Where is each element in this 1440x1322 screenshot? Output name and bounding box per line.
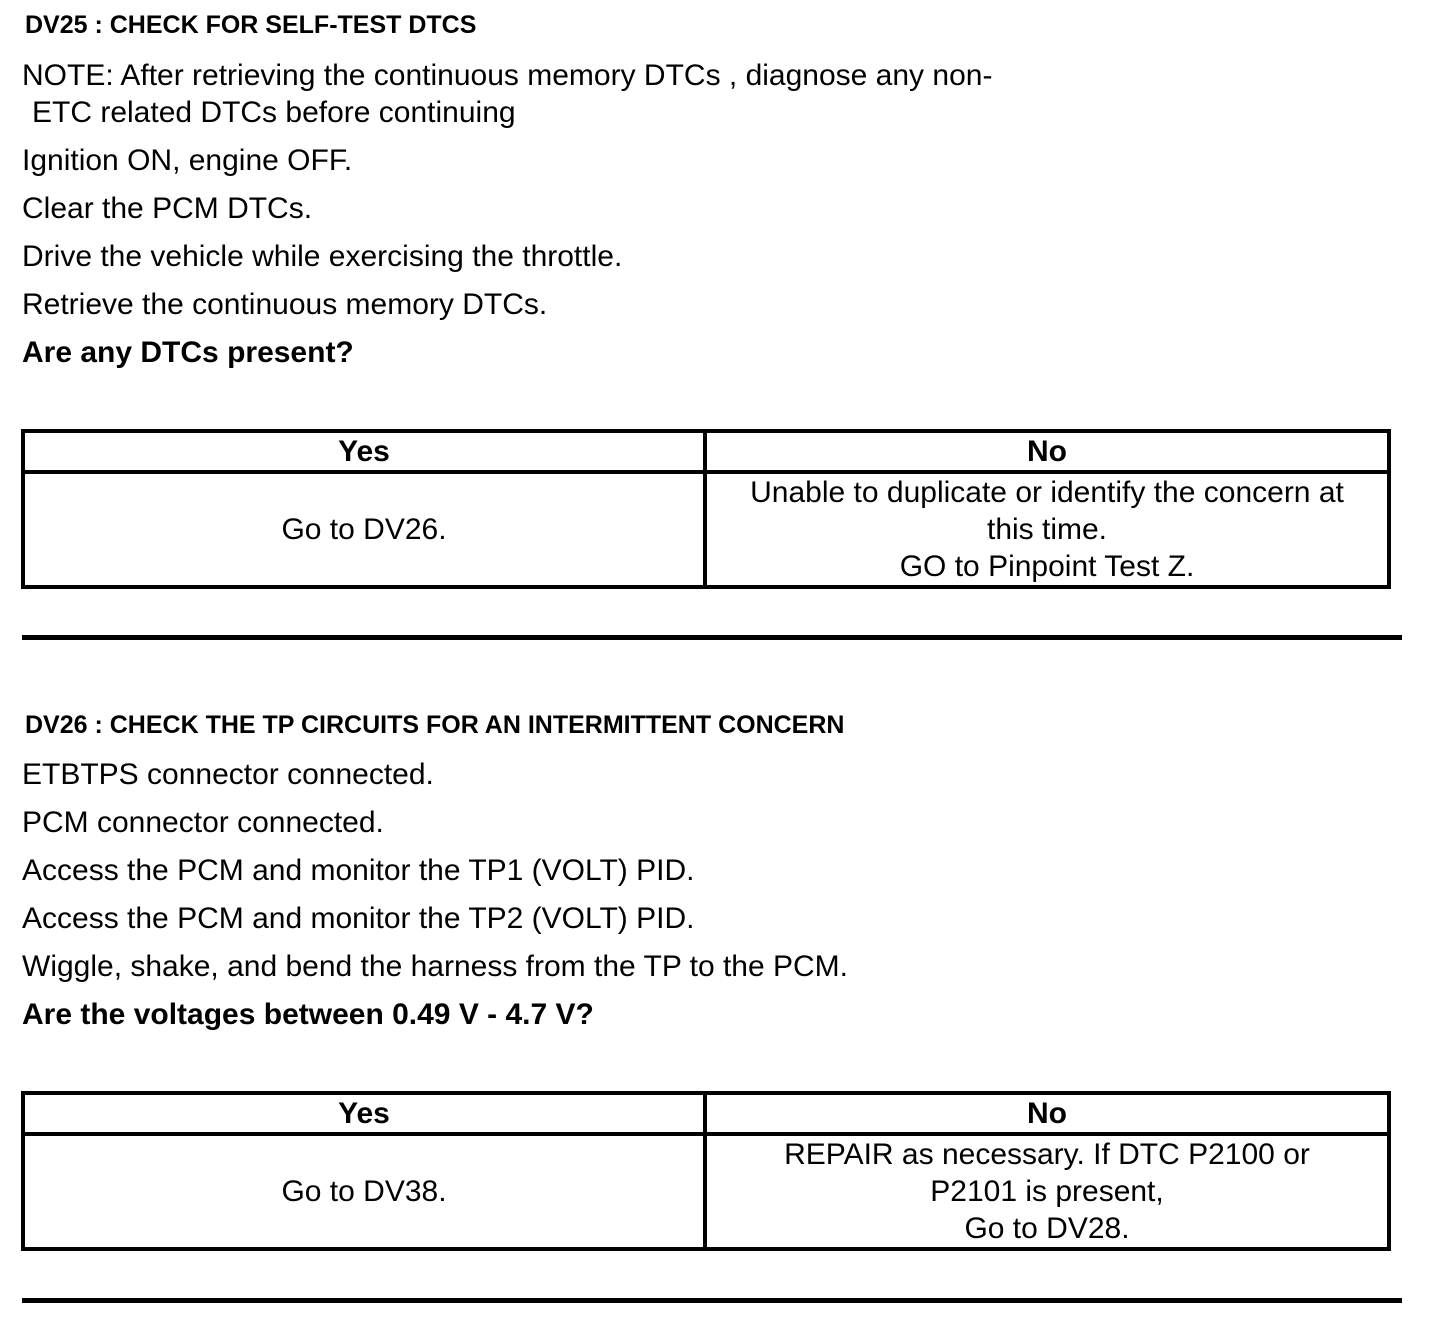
dv26-step-3: Access the PCM and monitor the TP1 (VOLT) PID. — [22, 854, 695, 887]
dv26-step-4: Access the PCM and monitor the TP2 (VOLT) PID. — [22, 902, 695, 935]
dv25-step-3: Drive the vehicle while exercising the throttle. — [22, 240, 623, 273]
dv25-note-line-2: ETC related DTCs before continuing — [32, 96, 516, 129]
dv25-no-line-2: this time. — [986, 513, 1108, 546]
dv25-yes-header: Yes — [23, 431, 705, 472]
dv25-question: Are any DTCs present? — [22, 336, 354, 369]
dv26-no-cell — [705, 1134, 1389, 1249]
dv25-yes-cell: Go to DV26. — [23, 472, 705, 587]
dv25-step-2: Clear the PCM DTCs. — [22, 192, 313, 225]
dv26-table-header-row — [23, 1093, 1389, 1134]
dv26-result-table — [21, 1091, 1391, 1251]
dv26-step-2: PCM connector connected. — [22, 806, 384, 839]
section-divider-1 — [22, 635, 1402, 640]
section-divider-2 — [22, 1298, 1402, 1303]
dv25-no-header: No — [705, 431, 1389, 472]
dv25-table-header-row — [23, 431, 1389, 472]
dv25-note-line-1: NOTE: After retrieving the continuous memory DTCs , diagnose any non- — [22, 59, 993, 92]
dv25-result-table — [21, 429, 1391, 589]
dv26-no-line-3: Go to DV28. — [964, 1212, 1130, 1245]
dv26-step-1: ETBTPS connector connected. — [22, 758, 434, 791]
dv25-step-1: Ignition ON, engine OFF. — [22, 144, 353, 177]
dv25-no-cell — [705, 472, 1389, 587]
dv26-yes-cell: Go to DV38. — [23, 1134, 705, 1249]
dv25-no-line-1: Unable to duplicate or identify the concern at — [750, 476, 1344, 509]
dv26-title: DV26 : CHECK THE TP CIRCUITS FOR AN INTERMITTENT CONCERN — [25, 711, 845, 739]
dv25-no-line-3: GO to Pinpoint Test Z. — [899, 550, 1195, 583]
dv26-step-5: Wiggle, shake, and bend the harness from the TP to the PCM. — [22, 950, 849, 983]
dv26-question: Are the voltages between 0.49 V - 4.7 V? — [22, 998, 594, 1031]
dv26-table-body-row — [23, 1134, 1389, 1249]
dv26-no-line-2: P2101 is present, — [930, 1175, 1164, 1208]
dv26-no-header: No — [705, 1093, 1389, 1134]
dv25-title: DV25 : CHECK FOR SELF-TEST DTCS — [25, 11, 477, 39]
dv25-step-4: Retrieve the continuous memory DTCs. — [22, 288, 548, 321]
dv26-yes-header: Yes — [23, 1093, 705, 1134]
dv25-table-body-row — [23, 472, 1389, 587]
dv26-no-line-1: REPAIR as necessary. If DTC P2100 or — [784, 1138, 1310, 1171]
